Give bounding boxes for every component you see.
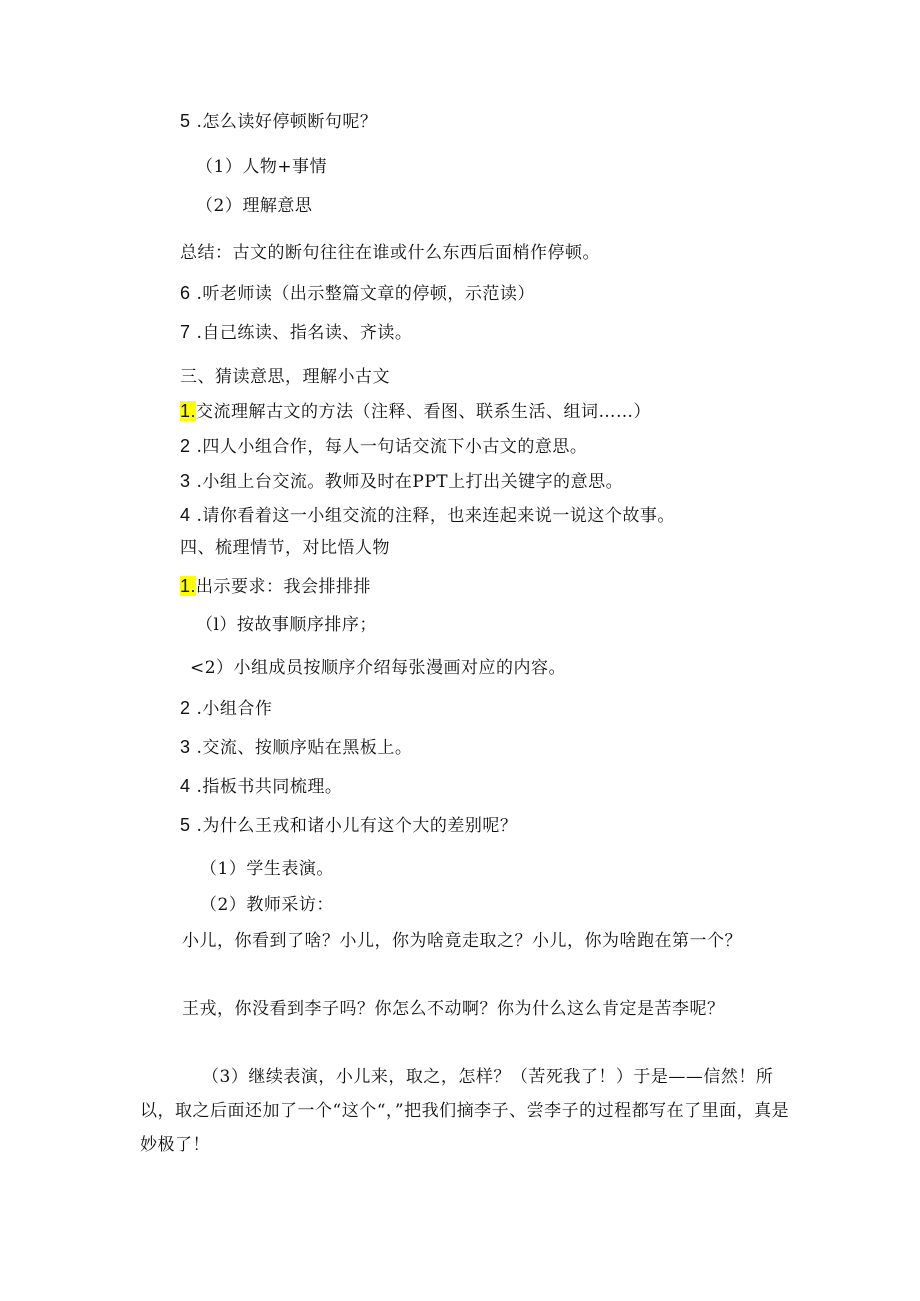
item-text: .怎么读好停顿断句呢？ [196,112,378,132]
section3-item-2 [180,435,790,458]
section4-item-2 [180,697,790,720]
item-number: 4 [180,505,191,525]
item-text: .指板书共同梳理。 [196,777,343,797]
item-number: 2 [180,436,191,456]
item-number: 4 [180,776,191,796]
item-number: 5 [180,111,191,131]
item-text: .交流、按顺序贴在黑板上。 [196,738,413,758]
item-7-practice [180,321,790,344]
section-heading-4: 四、梳理情节，对比悟人物 [180,538,390,558]
paragraph-text: （3）继续表演，小儿来，取之，怎样？（苦死我了！）于是——信然！所以，取之后面还加了一个“这个“，”把我们摘李子、尝李子的过程都写在了里面，真是妙极了！ [140,1067,790,1155]
item-number: 3 [180,471,191,491]
requirement-2: <2）小组成员按顺序介绍每张漫画对应的内容。 [190,658,567,678]
paragraph-text: 王戎，你没看到李子吗？你怎么不动啊？你为什么这么肯定是苦李呢？ [182,999,725,1019]
item-number: 6 [180,283,191,303]
section4-item-5 [180,814,790,837]
section4-item-4 [180,775,790,798]
section4-item-1 [180,575,790,598]
section4-item-3 [180,736,790,759]
item-text: .小组合作 [196,699,273,719]
item-6-listen [180,282,790,305]
section3-item-3 [180,470,790,493]
item-number: 7 [180,322,191,342]
section3-item-4 [180,504,790,527]
highlighted-number: 1. [180,576,197,596]
section-heading-3: 三、猜读意思，理解小古文 [180,367,390,387]
sub-item-1: （1）人物+事情 [196,157,328,177]
highlighted-number: 1. [180,401,197,421]
requirement-1: （l）按故事顺序排序； [196,615,377,635]
section3-item-1 [180,400,790,423]
item-number: 2 [180,698,191,718]
sub-item-student-performance: （1）学生表演。 [200,859,334,879]
sub-item-2: （2）理解意思 [196,196,313,216]
item-text: 出示要求：我会排排排 [196,577,372,597]
interview-paragraph-1 [140,924,790,958]
item-5-reading-pauses [180,110,790,133]
item-text: .听老师读（出示整篇文章的停顿，示范读） [196,284,535,304]
item-text: .为什么王戎和诸小儿有这个大的差别呢？ [196,816,518,836]
continue-performance-paragraph [140,1060,790,1162]
interview-paragraph-2 [140,992,790,1026]
item-text: .自己练读、指名读、齐读。 [196,323,413,343]
sub-item-teacher-interview: （2）教师采访： [200,895,334,915]
item-text: .四人小组合作，每人一句话交流下小古文的意思。 [196,437,588,457]
item-text: .请你看着这一小组交流的注释，也来连起来说一说这个故事。 [196,506,675,526]
item-text: .小组上台交流。教师及时在PPT上打出关键字的意思。 [196,472,624,492]
item-text: 交流理解古文的方法（注释、看图、联系生活、组词……） [196,402,652,422]
item-number: 5 [180,815,191,835]
item-number: 3 [180,737,191,757]
paragraph-text: 小儿，你看到了啥？小儿，你为啥竟走取之？小儿，你为啥跑在第一个？ [182,931,742,951]
summary-line: 总结：古文的断句往往在谁或什么东西后面梢作停顿。 [180,243,600,263]
